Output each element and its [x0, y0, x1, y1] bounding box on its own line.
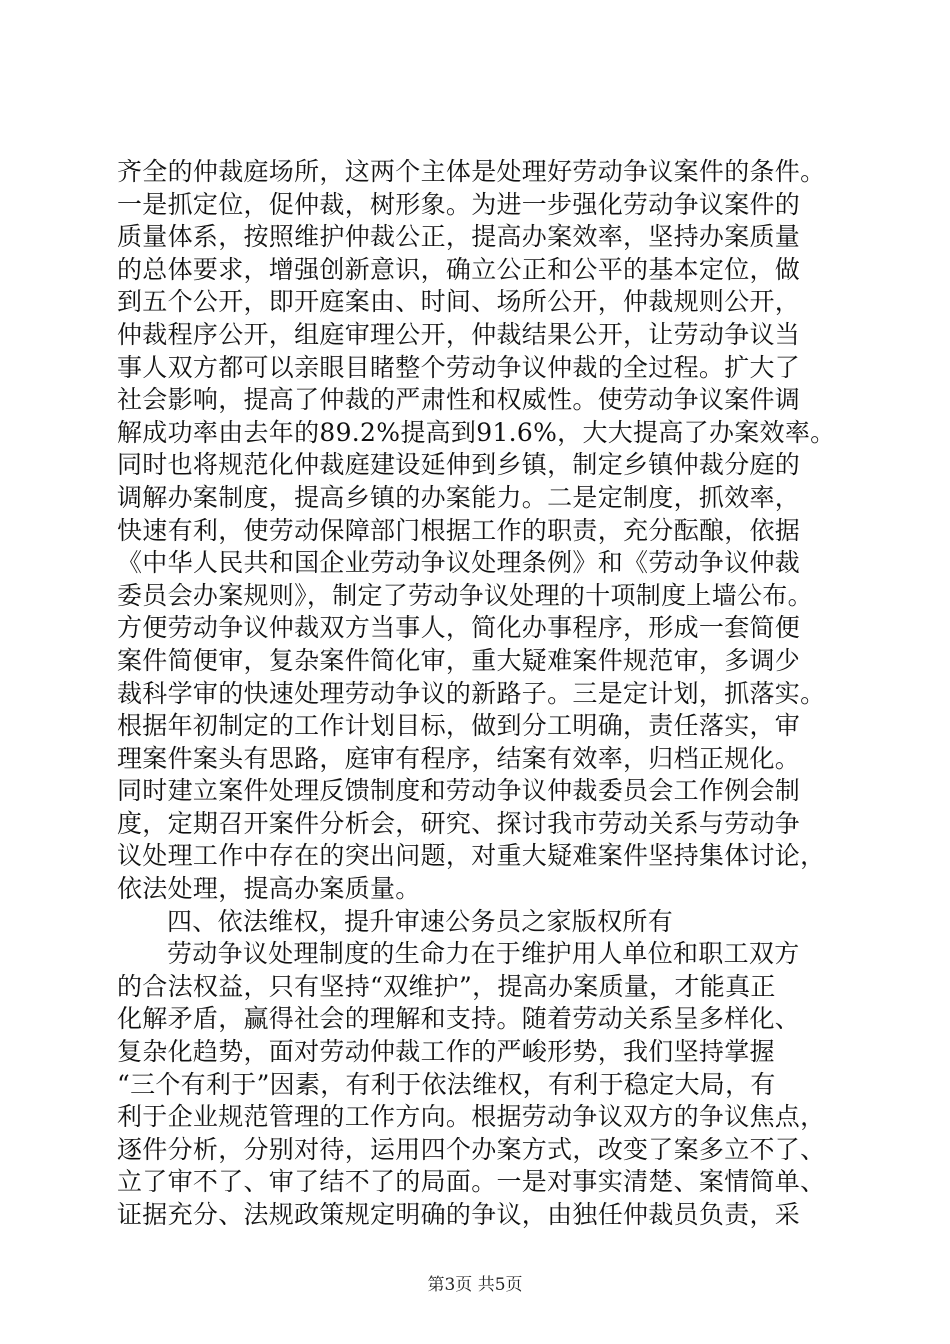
text-line: 证据充分、法规政策规定明确的争议，由独任仲裁员负责，采 [117, 1200, 801, 1229]
text-line: 质量体系，按照维护仲裁公正，提高办案效率，坚持办案质量 [117, 222, 801, 252]
text-line: 到五个公开，即开庭案由、时间、场所公开，仲裁规则公开， [117, 287, 801, 317]
text-line: 逐件分析，分别对待，运用四个办案方式，改变了案多立不了、 [117, 1134, 826, 1164]
text-line: 化解矛盾，赢得社会的理解和支持。随着劳动关系呈多样化、 [117, 1004, 801, 1034]
text-line: 利于企业规范管理的工作方向。根据劳动争议双方的争议焦点， [117, 1102, 826, 1132]
paragraph-first-line: 劳动争议处理制度的生命力在于维护用人单位和职工双方 [167, 939, 800, 969]
document-body [117, 156, 857, 1232]
text-line: 方便劳动争议仲裁双方当事人，简化办事程序，形成一套简便 [117, 613, 801, 643]
section-heading: 四、依法维权，提升审速公务员之家版权所有 [167, 906, 674, 936]
text-line: 同时建立案件处理反馈制度和劳动争议仲裁委员会工作例会制 [117, 776, 801, 806]
text-line: 事人双方都可以亲眼目睹整个劳动争议仲裁的全过程。扩大了 [117, 352, 801, 382]
text-line: “三个有利于”因素，有利于依法维权，有利于稳定大局，有 [117, 1069, 776, 1099]
text-line: 理案件案头有思路，庭审有程序，结案有效率，归档正规化。 [117, 743, 801, 773]
text-line: 依法处理，提高办案质量。 [117, 874, 421, 904]
text-line: 调解办案制度，提高乡镇的办案能力。二是定制度，抓效率， [117, 482, 801, 512]
text-line: 案件简便审，复杂案件简化审，重大疑难案件规范审，多调少 [117, 645, 801, 675]
text-line: 《中华人民共和国企业劳动争议处理条例》和《劳动争议仲裁 [117, 548, 801, 578]
page-number-footer: 第3页 共5页 [427, 1275, 523, 1295]
text-line: 根据年初制定的工作计划目标，做到分工明确，责任落实，审 [117, 711, 801, 741]
text-line: 委员会办案规则》，制定了劳动争议处理的十项制度上墙公布。 [117, 580, 813, 610]
text-line: 议处理工作中存在的突出问题，对重大疑难案件坚持集体讨论， [117, 841, 826, 871]
text-line: 仲裁程序公开，组庭审理公开，仲裁结果公开，让劳动争议当 [117, 319, 801, 349]
text-line: 复杂化趋势，面对劳动仲裁工作的严峻形势，我们坚持掌握 [117, 1037, 775, 1067]
text-line: 同时也将规范化仲裁庭建设延伸到乡镇，制定乡镇仲裁分庭的 [117, 450, 801, 480]
text-line: 的合法权益，只有坚持“双维护”，提高办案质量，才能真正 [117, 971, 776, 1001]
text-line: 一是抓定位，促仲裁，树形象。为进一步强化劳动争议案件的 [117, 189, 801, 219]
text-line: 立了审不了、审了结不了的局面。一是对事实清楚、案情简单、 [117, 1167, 826, 1197]
text-line: 快速有利，使劳动保障部门根据工作的职责，充分酝酿，依据 [117, 515, 801, 545]
text-line: 裁科学审的快速处理劳动争议的新路子。三是定计划，抓落实。 [117, 678, 826, 708]
text-line: 社会影响，提高了仲裁的严肃性和权威性。使劳动争议案件调 [117, 385, 801, 415]
text-line: 的总体要求，增强创新意识，确立公正和公平的基本定位，做 [117, 254, 801, 284]
text-line: 解成功率由去年的89.2%提高到91.6%，大大提高了办案效率。 [117, 417, 836, 447]
text-line: 齐全的仲裁庭场所，这两个主体是处理好劳动争议案件的条件。 [117, 157, 826, 186]
text-line: 度，定期召开案件分析会，研究、探讨我市劳动关系与劳动争 [117, 808, 801, 838]
